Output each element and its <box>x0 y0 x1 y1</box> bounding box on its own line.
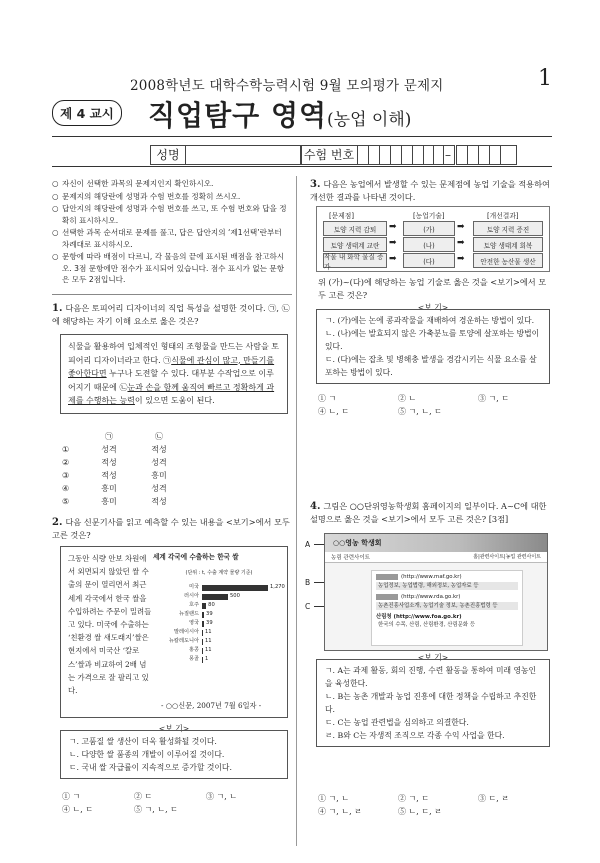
question-number: 2. <box>52 517 63 528</box>
option-2[interactable]: ② ㄴ <box>398 394 417 403</box>
exam-number-field[interactable] <box>300 145 444 165</box>
header-rule <box>52 136 552 137</box>
option-1[interactable]: ① ㄱ, ㄴ <box>318 794 350 803</box>
q2-options <box>62 790 292 816</box>
bar-value-label: 500 <box>229 592 240 599</box>
q4-bogi-label: <보 기> <box>417 653 449 662</box>
marker-a: A <box>305 540 311 549</box>
option-2[interactable]: ② ㄷ <box>134 792 153 801</box>
underline-b: 눈과 손을 함께 움직여 빠르고 정확하게 과제를 수행하는 능력 <box>68 382 275 405</box>
question-stem: 그림은 ○○단위영농학생회 홈페이지의 일부이다. A~C에 대한 설명으로 옳은 것을 <보기>에서 모두 고른 것은? [3점] <box>310 501 547 524</box>
q3-bogi <box>316 309 550 384</box>
instruction-item: 답안지의 해당란에 성명과 수험 번호를 쓰고, 또 수험 번호와 답을 정확히 표시하시오. <box>62 204 287 225</box>
name-field[interactable] <box>150 145 302 165</box>
bogi-item: ㄱ. (가)에는 논에 콩과작물을 재배하여 경운하는 방법이 있다. <box>325 316 535 325</box>
q2-bogi-label: <보 기> <box>158 724 190 733</box>
arrow-icon: ➡ <box>457 238 465 248</box>
subject-main: 직업탐구 영역 <box>148 99 328 132</box>
bar-category-label: 영국 <box>188 619 199 626</box>
chart-unit: (단위 : t, 수출 계약 물량 기준) <box>185 569 253 576</box>
instruction-item: 선택한 과목 순서대로 문제를 풀고, 답은 답안지의 ‘제1선택’란부터 차례대로 표시하시오. <box>62 228 282 249</box>
option-1[interactable]: ① ㄱ <box>62 792 81 801</box>
question-3 <box>310 178 552 204</box>
bar-value-label: 39 <box>206 619 213 626</box>
period-badge: 제 4 교시 <box>52 100 122 126</box>
q2-article <box>60 546 288 718</box>
option-4[interactable]: ④ 흥미 성격 <box>62 484 167 493</box>
exam-number-dash: – <box>442 145 455 165</box>
chart-title: 세계 각국에 수출하는 한국 쌀 <box>153 553 239 561</box>
bar-category-label: 미국 <box>188 583 199 590</box>
arrow-icon: ➡ <box>389 254 397 264</box>
arrow-icon: ➡ <box>457 222 465 232</box>
q3-options <box>318 392 552 418</box>
option-2[interactable]: ② ㄱ, ㄷ <box>398 794 430 803</box>
question-number: 3. <box>310 179 321 190</box>
question-stem: 다음은 농업에서 발생할 수 있는 문제점에 농업 기술을 적용하여 개선한 결과를 나타낸 것이다. <box>310 179 550 202</box>
q4-bogi <box>316 659 550 747</box>
option-5[interactable]: ⑤ 흥미 적성 <box>62 497 167 506</box>
question-stem: 다음은 토피어리 디자이너의 직업 특성을 설명한 것이다. ㉠, ㉡에 해당하는 자기 이해 요소로 옳은 것은? <box>52 303 290 326</box>
tech-box: (가) <box>403 221 455 236</box>
instructions: ○ 자신이 선택한 과목의 문제지인지 확인하시오. ○ 문제지의 해당란에 성명과 수험 번호를 정확히 쓰시오. ○ 답안지의 해당란에 성명과 수험 번호를 쓰고, 또 수험 번호와 답을 정확히 표시하시오. ○ 선택한 과목 순서대로 문제를 풀고, 답은 답안지의 ‘제1선택’란부터 차례대로 표시하시오. ○ 문항에 따라 배점이 다르니, 각 물음의 끝에 표시된 배점을 참고하시오. 3점 문항에만 점수가 표시되어 있습니다. 점수 표시가 없는 문항은 모두 2점입니다. <box>52 178 290 287</box>
question-1 <box>52 302 290 328</box>
problem-box: 토양 생태계 교란 <box>323 237 387 252</box>
bar-value-label: 1 <box>205 655 209 662</box>
arrow-icon: ➡ <box>389 222 397 232</box>
option-1[interactable]: ① ㄱ <box>318 394 337 403</box>
bar-category-label: 몽골 <box>188 655 199 662</box>
bar-value-label: 11 <box>205 646 212 653</box>
flow-header-tech: [농업기술] <box>413 212 445 220</box>
option-4[interactable]: ④ ㄴ, ㄷ <box>318 407 350 416</box>
link-2[interactable]: (http://www.rda.go.kr) <box>401 594 461 600</box>
option-5[interactable]: ⑤ ㄱ, ㄴ, ㄷ <box>134 805 178 814</box>
bogi-item: ㄴ. 다양한 쌀 품종의 개발이 이루어질 것이다. <box>69 750 225 759</box>
option-1[interactable]: ① 성격 적성 <box>62 445 167 454</box>
flow-header-result: [개선결과] <box>487 212 519 220</box>
flow-header-problem: [문제점] <box>329 212 355 220</box>
bar-value-label: 1,270 <box>270 583 285 590</box>
nav-right[interactable]: 홈|관련사이트|농업 관련사이트 <box>473 554 541 560</box>
bar-value-label: 11 <box>205 628 212 635</box>
q3-flow-diagram <box>316 206 550 272</box>
exam-number-label: 수험 번호 <box>303 148 355 162</box>
site-banner <box>325 534 547 552</box>
tech-box: (나) <box>403 237 455 252</box>
bar-value-label: 11 <box>205 637 212 644</box>
bar-value-label: 39 <box>206 610 213 617</box>
underline-a: 식물에 관심이 많고, 만들기를 좋아한다면 <box>68 355 275 378</box>
arrow-icon: ➡ <box>389 238 397 248</box>
question-number: 1. <box>52 303 63 314</box>
q2-bogi <box>60 730 288 779</box>
bar-row <box>153 655 285 664</box>
bogi-item: ㄷ. C는 농업 관련법을 심의하고 의결한다. <box>325 718 469 727</box>
marker-b: B <box>305 578 311 587</box>
option-3[interactable]: ③ ㄷ, ㄹ <box>478 794 510 803</box>
bar-category-label: 호주 <box>188 601 199 608</box>
tech-box: (다) <box>403 253 455 268</box>
logo-icon <box>376 574 398 580</box>
logo-icon <box>376 594 398 600</box>
nav-left[interactable]: 농림 관련사이트 <box>331 555 370 561</box>
bar-category-label: 러시아 <box>183 592 199 599</box>
bogi-item: ㄷ. (다)에는 잡초 및 병해충 발생을 경감시키는 식물 요소를 살포하는 방법이 있다. <box>325 355 537 377</box>
q4-options <box>318 792 552 818</box>
site-nav <box>325 552 547 563</box>
chart-bars <box>153 583 285 664</box>
instruction-item: 문제지의 해당란에 성명과 수험 번호를 정확히 쓰시오. <box>62 191 241 201</box>
instruction-item: 자신이 선택한 과목의 문제지인지 확인하시오. <box>62 179 214 188</box>
bogi-item: ㄷ. 국내 쌀 자급률이 지속적으로 증가할 것이다. <box>69 763 232 772</box>
question-4 <box>310 500 552 526</box>
bar-category-label: 홍콩 <box>188 646 199 653</box>
link-panel <box>371 570 523 646</box>
question-number: 4. <box>310 501 321 512</box>
article-text: 그동안 식량 안보 차원에서 외면되지 않았던 쌀 수출의 문이 열리면서 최근 세계 각국에서 한국 쌀을 수입하려는 주문이 밀려들고 있다. 미국에 수출하는 ‘친환경 쌀 새도래지’쌀은 현지에서 미국산 ‘칼로스’쌀과 비교하여 2배 넘는 가격으로 잘 팔리고 있다. <box>68 554 152 696</box>
site-title: ○○영농 학생회 <box>333 539 382 547</box>
marker-c: C <box>305 602 311 611</box>
option-3[interactable]: ③ ㄱ, ㄷ <box>478 394 510 403</box>
option-5[interactable]: ⑤ ㄱ, ㄴ, ㄷ <box>398 407 442 416</box>
article-source: - ○○신문, 2007년 7월 6일자 - <box>161 701 262 710</box>
link-2-desc: 농촌진흥사업소개, 농업기술 정보, 농촌진흥법령 등 <box>376 602 518 610</box>
page-number: 1 <box>538 66 552 91</box>
question-2 <box>52 516 290 542</box>
subject-sub: (농업 이해) <box>327 110 412 130</box>
result-box: 안전한 농산물 생산 <box>473 253 543 268</box>
column-divider <box>296 176 297 846</box>
option-4[interactable]: ④ ㄱ, ㄴ, ㄹ <box>318 807 362 816</box>
problem-box: 작물 내 화학 물질 증가 <box>323 253 387 268</box>
q3-bogi-label: <보 기> <box>417 303 449 312</box>
subject-title <box>148 94 411 134</box>
arrow-icon: ➡ <box>457 254 465 264</box>
link-3-desc: 한국의 수목, 산림, 산림환경, 산림문화 등 <box>378 622 476 628</box>
bar-value-label: 80 <box>208 601 215 608</box>
export-chart <box>153 551 285 664</box>
option-4[interactable]: ④ ㄴ, ㄷ <box>62 805 94 814</box>
bar-category-label: 말레이시아 <box>173 628 199 635</box>
q1-passage: 식물을 활용하여 입체적인 형태의 조형물을 만드는 사람을 토피어리 디자이너라고 한다. ㉠식물에 관심이 많고, 만들기를 좋아한다면 누구나 도전할 수 있다. 대부분 수작업으로 이루어지기 때문에 ㉡눈과 손을 함께 움직여 빠르고 정확하게 과제를 수행하는 능력이 있으면 도움이 된다. <box>60 334 288 414</box>
q1-options: ㉠ ㉡ ① 성격 적성 ② 적성 성격 ③ 적성 흥미 ④ 흥미 성격 ⑤ 흥미 적성 <box>62 430 212 508</box>
option-2[interactable]: ② 적성 성격 <box>62 458 167 467</box>
bogi-item: ㄱ. 고품질 쌀 생산이 더욱 활성화될 것이다. <box>69 737 217 746</box>
q3-stem2: 위 (가)~(다)에 해당하는 농업 기술로 옳은 것을 <보기>에서 모두 고른 것은? <box>318 277 547 300</box>
form-rule <box>52 166 552 167</box>
bogi-item: ㄱ. A는 과제 활동, 회의 진행, 수련 활동을 통하여 미래 영농인을 육성한다. <box>325 666 537 688</box>
bar-category-label: 뉴칼레도니아 <box>168 637 199 644</box>
option-5[interactable]: ⑤ ㄴ, ㄷ, ㄹ <box>398 807 442 816</box>
question-stem: 다음 신문기사를 읽고 예측할 수 있는 내용을 <보기>에서 모두 고른 것은? <box>52 517 290 540</box>
homepage-screenshot <box>324 533 548 651</box>
link-1[interactable]: (http://www.maf.go.kr) <box>401 574 462 580</box>
bar-category-label: 뉴질랜드 <box>178 610 199 617</box>
instructions-divider <box>52 294 292 295</box>
link-3[interactable]: 산림청 (http://www.foa.go.kr) <box>376 614 462 620</box>
exam-number-field-2[interactable] <box>456 145 517 165</box>
bogi-item: ㄴ. B는 농촌 개발과 농업 진흥에 대한 정책을 수립하고 추진한다. <box>325 692 537 714</box>
link-1-desc: 농업정보, 농업법령, 해외정보, 농업자료 등 <box>376 582 518 590</box>
option-3[interactable]: ③ ㄱ, ㄴ <box>206 792 238 801</box>
option-3[interactable]: ③ 적성 흥미 <box>62 471 167 480</box>
name-label: 성명 <box>151 146 186 164</box>
result-box: 토양 지력 증진 <box>473 221 543 236</box>
result-box: 토양 생태계 회복 <box>473 237 543 252</box>
bogi-item: ㄹ. B와 C는 자생적 조직으로 각종 수익 사업을 한다. <box>325 731 505 740</box>
instruction-item: 문항에 따라 배점이 다르니, 각 물음의 끝에 표시된 배점을 참고하시오. 3점 문항에만 점수가 표시되어 있습니다. 점수 표시가 없는 문항은 모두 2점입니다. <box>62 252 285 284</box>
exam-title: 2008학년도 대학수학능력시험 9월 모의평가 문제지 <box>130 78 444 94</box>
problem-box: 토양 지력 감퇴 <box>323 221 387 236</box>
bogi-item: ㄴ. (나)에는 발효되지 않은 가축분뇨를 토양에 살포하는 방법이 있다. <box>325 329 540 351</box>
